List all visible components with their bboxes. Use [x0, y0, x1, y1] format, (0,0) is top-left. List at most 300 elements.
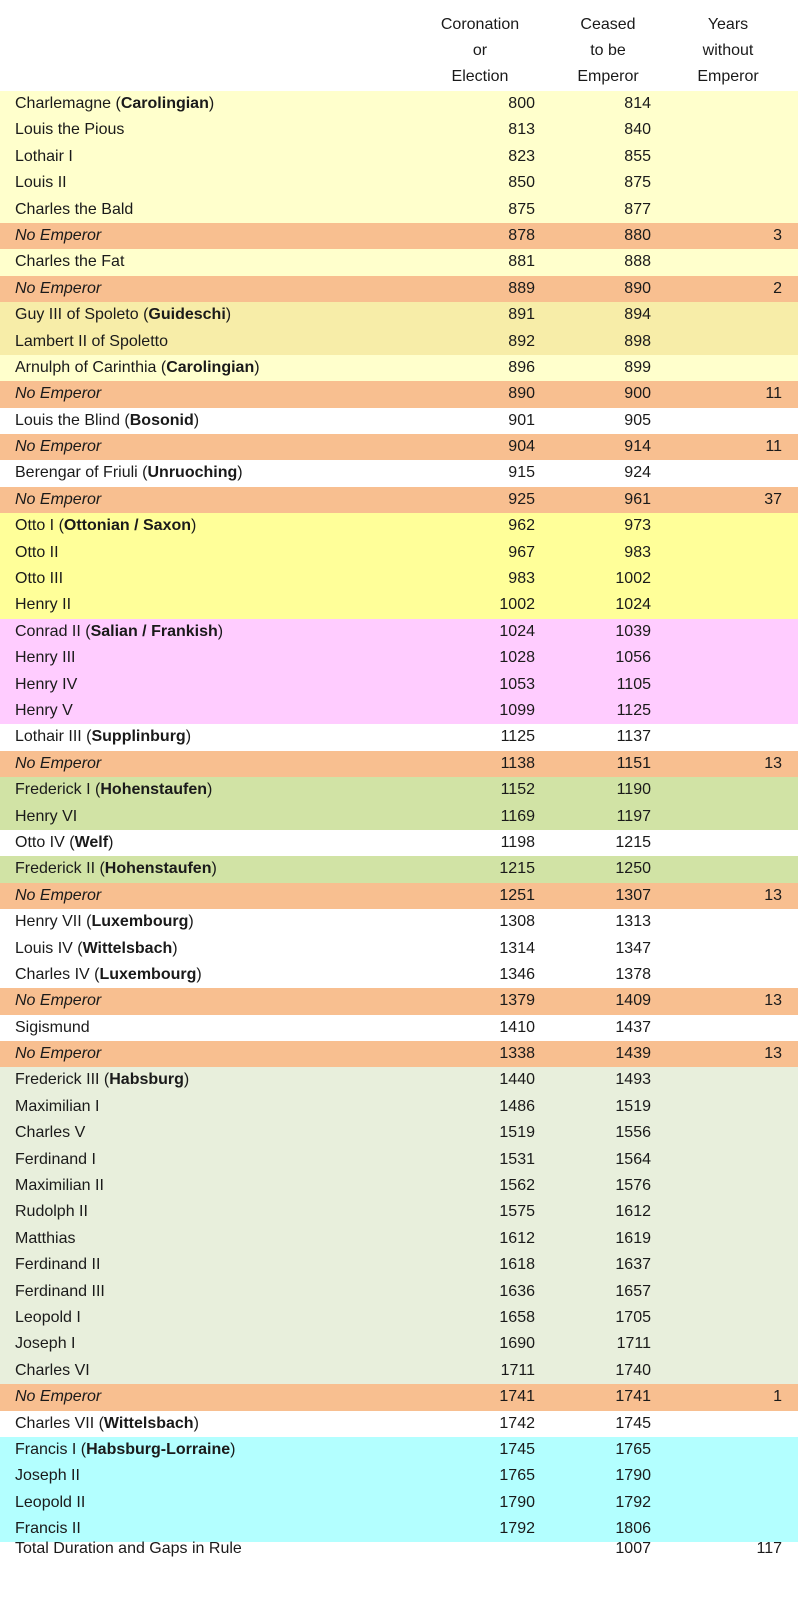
table-row: [0, 566, 798, 592]
emperor-name-text: No Emperor: [15, 886, 102, 904]
end-year: 1347: [615, 939, 651, 957]
emperor-name-text: Joseph I: [15, 1335, 76, 1353]
table-row: [0, 513, 798, 539]
emperor-name-text: Charles VII: [15, 1414, 95, 1432]
end-year: 973: [624, 517, 651, 535]
start-year: 1024: [499, 622, 535, 640]
start-year: 800: [508, 95, 535, 112]
emperor-name-text: No Emperor: [15, 1388, 102, 1406]
table-row: [0, 329, 798, 355]
emperor-name: Frederick I (Hohenstaufen): [15, 781, 213, 799]
dynasty-name: Welf: [74, 833, 109, 851]
emperor-name: [15, 988, 101, 1014]
emperor-name-text: Lambert II of Spoletto: [15, 332, 168, 350]
total-gaps: 117: [756, 1540, 782, 1557]
start-year: 1562: [499, 1177, 535, 1195]
emperor-name: Berengar of Friuli (Unruoching): [15, 464, 243, 482]
years-without: 13: [764, 754, 782, 772]
end-year: 1806: [615, 1520, 651, 1538]
end-year: 1792: [615, 1493, 651, 1511]
start-year: 1169: [500, 807, 535, 825]
end-year: 1215: [615, 833, 651, 851]
start-year: 1152: [500, 781, 535, 799]
end-year: 983: [624, 543, 651, 561]
emperor-name-text: No Emperor: [15, 279, 102, 297]
dynasty-name: Luxembourg: [99, 965, 197, 983]
table-row: [0, 249, 798, 275]
start-year: 1251: [499, 886, 535, 904]
emperor-name-text: Francis I: [15, 1440, 77, 1458]
emperor-name: [15, 1279, 105, 1305]
end-year: 1125: [616, 701, 651, 719]
emperor-name-text: Ferdinand II: [15, 1256, 101, 1274]
emperor-name: [15, 329, 168, 355]
emperor-name-text: Maximilian I: [15, 1097, 100, 1115]
end-year: 888: [624, 253, 651, 271]
emperor-name: Charlemagne (Carolingian): [15, 95, 215, 112]
table-row: [0, 619, 798, 645]
end-year: 924: [624, 464, 651, 482]
emperor-name: Frederick II (Hohenstaufen): [15, 860, 217, 878]
emperor-name-text: Otto II: [15, 543, 59, 561]
emperor-name-text: Lothair I: [15, 147, 73, 165]
table-row: [0, 856, 798, 882]
start-year: 1198: [500, 833, 535, 851]
end-year: 890: [624, 279, 651, 297]
start-year: 983: [508, 570, 535, 588]
years-without: 11: [765, 438, 782, 456]
dynasty-name: Carolingian: [120, 95, 209, 112]
dynasty-name: Unruoching: [147, 464, 238, 482]
table-row: [0, 408, 798, 434]
end-year: 1556: [615, 1124, 651, 1142]
header-line: Ceased: [580, 16, 636, 33]
table-row: [0, 1226, 798, 1252]
emperor-name-text: Louis the Blind: [15, 411, 120, 429]
start-year: 896: [508, 358, 535, 376]
table-row: [0, 1199, 798, 1225]
table-header: [0, 12, 802, 90]
start-year: 823: [508, 147, 535, 165]
years-without: 13: [764, 992, 782, 1010]
table-row: [0, 1331, 798, 1357]
emperor-name-text: Henry V: [15, 701, 73, 719]
table-row: [0, 1358, 798, 1384]
emperor-name: [15, 698, 73, 724]
emperor-name: [15, 1199, 88, 1225]
no-emperor-row: [0, 223, 798, 249]
emperor-name-text: Henry VII: [15, 913, 82, 931]
end-year: 1024: [615, 596, 651, 614]
emperor-name: [15, 1358, 90, 1384]
header-line: or: [472, 42, 488, 59]
total-duration: 1007: [615, 1540, 651, 1557]
no-emperor-row: [0, 276, 798, 302]
emperor-name: Frederick III (Habsburg): [15, 1071, 190, 1089]
emperor-name-text: Conrad II: [15, 622, 81, 640]
start-year: 890: [508, 385, 535, 403]
dynasty-name: Wittelsbach: [82, 939, 173, 957]
emperor-name-text: Maximilian II: [15, 1177, 104, 1195]
end-year: 1711: [616, 1335, 651, 1353]
table-row: [0, 460, 798, 486]
table-row: [0, 1411, 798, 1437]
emperor-name: Louis IV (Wittelsbach): [15, 939, 178, 957]
emperor-name-text: Ferdinand I: [15, 1150, 96, 1168]
emperor-name: [15, 566, 63, 592]
emperor-name: [15, 883, 101, 909]
header-coronation: [422, 12, 538, 90]
end-year: 1250: [615, 860, 651, 878]
end-year: 1151: [616, 754, 651, 772]
dynasty-name: Bosonid: [129, 411, 194, 429]
end-year: 1493: [615, 1071, 651, 1089]
emperor-name: [15, 1331, 75, 1357]
table-row: [0, 1094, 798, 1120]
end-year: 1378: [615, 965, 651, 983]
no-emperor-row: [0, 988, 798, 1014]
end-year: 1741: [615, 1388, 651, 1406]
end-year: 1105: [616, 675, 651, 693]
start-year: 1742: [499, 1414, 535, 1432]
emperor-name-text: No Emperor: [15, 1045, 102, 1063]
end-year: 875: [624, 174, 651, 192]
start-year: 1314: [499, 939, 535, 957]
emperor-name-text: No Emperor: [15, 438, 102, 456]
dynasty-name: Ottonian / Saxon: [63, 517, 192, 535]
end-year: 1519: [615, 1097, 651, 1115]
emperor-name: [15, 540, 59, 566]
table-row: [0, 1252, 798, 1278]
table-row: [0, 724, 798, 750]
no-emperor-row: [0, 381, 798, 407]
table-row: [0, 1490, 798, 1516]
emperor-name: Otto IV (Welf): [15, 833, 114, 851]
header-line: Emperor: [697, 68, 759, 85]
emperor-name-text: Charles the Fat: [15, 253, 125, 271]
end-year: 1705: [615, 1308, 651, 1326]
emperor-name-text: Lothair III: [15, 728, 82, 746]
end-year: 1740: [615, 1361, 651, 1379]
end-year: 1439: [615, 1045, 651, 1063]
end-year: 1564: [615, 1150, 651, 1168]
emperor-name-text: Henry VI: [15, 807, 78, 825]
start-year: 891: [508, 306, 535, 324]
emperor-name: Louis the Blind (Bosonid): [15, 411, 200, 429]
no-emperor-row: [0, 1041, 798, 1067]
emperor-name: [15, 381, 101, 407]
emperor-name: Francis I (Habsburg-Lorraine): [15, 1440, 236, 1458]
emperor-name-text: No Emperor: [15, 226, 102, 244]
header-line: to be: [590, 42, 626, 59]
end-year: 900: [624, 385, 651, 403]
years-without: 13: [764, 886, 782, 904]
start-year: 875: [508, 200, 535, 218]
emperor-name-text: Louis IV: [15, 939, 73, 957]
dynasty-name: Wittelsbach: [103, 1414, 194, 1432]
emperor-name: [15, 804, 77, 830]
table-row: [0, 672, 798, 698]
end-year: 1307: [615, 886, 651, 904]
dynasty-name: Hohenstaufen: [104, 860, 212, 878]
emperor-name-text: Henry III: [15, 649, 76, 667]
emperor-name: [15, 1094, 99, 1120]
emperor-name-text: No Emperor: [15, 992, 102, 1010]
emperor-name-text: Guy III of Spoleto: [15, 306, 139, 324]
start-year: 1519: [499, 1124, 535, 1142]
start-year: 1612: [499, 1229, 535, 1247]
end-year: 1002: [615, 570, 651, 588]
end-year: 961: [624, 490, 651, 508]
dynasty-name: Guideschi: [148, 306, 226, 324]
table-row: [0, 592, 798, 618]
end-year: 1576: [615, 1177, 651, 1195]
table-row: [0, 1173, 798, 1199]
emperor-name: [15, 1463, 80, 1489]
start-year: 915: [508, 464, 535, 482]
emperor-name-text: Otto I: [15, 517, 55, 535]
start-year: 1790: [499, 1493, 535, 1511]
emperor-name: [15, 223, 101, 249]
start-year: 1711: [500, 1361, 535, 1379]
emperor-name-text: Louis the Pious: [15, 121, 125, 139]
start-year: 1138: [500, 754, 535, 772]
dynasty-name: Hohenstaufen: [100, 781, 208, 799]
emperor-name: [15, 117, 124, 143]
years-without: 11: [765, 385, 782, 403]
table-row: [0, 1015, 798, 1041]
table-row: [0, 302, 798, 328]
emperor-name: Lothair III (Supplinburg): [15, 728, 192, 746]
start-year: 1745: [499, 1440, 535, 1458]
emperor-table: [0, 91, 802, 1542]
dynasty-name: Supplinburg: [91, 728, 186, 746]
table-row: [0, 936, 798, 962]
emperor-name-text: No Emperor: [15, 385, 102, 403]
end-year: 905: [624, 411, 651, 429]
emperor-name-text: No Emperor: [15, 490, 102, 508]
start-year: 1618: [499, 1256, 535, 1274]
start-year: 878: [508, 226, 535, 244]
years-without: 3: [773, 226, 782, 244]
emperor-name-text: Charles VI: [15, 1361, 90, 1379]
emperor-name: Guy III of Spoleto (Guideschi): [15, 306, 232, 324]
table-row: [0, 1463, 798, 1489]
end-year: 894: [624, 306, 651, 324]
start-year: 1575: [499, 1203, 535, 1221]
emperor-name: [15, 672, 77, 698]
end-year: 1313: [615, 913, 651, 931]
start-year: 1338: [499, 1045, 535, 1063]
emperor-name-text: Sigismund: [15, 1018, 90, 1036]
emperor-name-text: Joseph II: [15, 1467, 80, 1485]
emperor-name: [15, 751, 101, 777]
table-row: [0, 170, 798, 196]
start-year: 1379: [499, 992, 535, 1010]
start-year: 813: [508, 121, 535, 139]
table-row: [0, 1067, 798, 1093]
end-year: 1437: [615, 1018, 651, 1036]
end-year: 814: [624, 95, 651, 112]
header-line: without: [702, 42, 754, 59]
table-row: [0, 91, 798, 117]
start-year: 1765: [499, 1467, 535, 1485]
emperor-name: [15, 645, 75, 671]
emperor-name-text: Louis II: [15, 174, 67, 192]
emperor-name-text: Rudolph II: [15, 1203, 88, 1221]
start-year: 925: [508, 490, 535, 508]
header-ceased: [558, 12, 658, 90]
table-row: [0, 1147, 798, 1173]
years-without: 37: [764, 490, 782, 508]
emperor-name-text: Arnulph of Carinthia: [15, 358, 157, 376]
end-year: 1190: [616, 781, 651, 799]
emperor-name-text: Matthias: [15, 1229, 76, 1247]
emperor-name: Charles IV (Luxembourg): [15, 965, 202, 983]
dynasty-name: Carolingian: [166, 358, 255, 376]
table-row: [0, 540, 798, 566]
emperor-name-text: Charles the Bald: [15, 200, 134, 218]
end-year: 914: [624, 438, 651, 456]
start-year: 1636: [499, 1282, 535, 1300]
start-year: 889: [508, 279, 535, 297]
start-year: 962: [508, 517, 535, 535]
start-year: 850: [508, 174, 535, 192]
emperor-name: [15, 1015, 90, 1041]
emperor-name: [15, 1384, 101, 1410]
emperor-name: [15, 276, 101, 302]
emperor-name: [15, 249, 124, 275]
emperor-name-text: Otto III: [15, 570, 64, 588]
end-year: 1039: [615, 622, 651, 640]
end-year: 1409: [615, 992, 651, 1010]
end-year: 1612: [615, 1203, 651, 1221]
start-year: 1028: [499, 649, 535, 667]
end-year: 855: [624, 147, 651, 165]
end-year: 1790: [615, 1467, 651, 1485]
start-year: 881: [508, 253, 535, 271]
emperor-name: [15, 1120, 85, 1146]
dynasty-name: Luxembourg: [91, 913, 189, 931]
no-emperor-row: [0, 883, 798, 909]
emperor-name-text: Leopold I: [15, 1308, 81, 1326]
end-year: 1765: [615, 1440, 651, 1458]
table-row: [0, 698, 798, 724]
start-year: 1741: [499, 1388, 535, 1406]
emperor-name: [15, 1173, 104, 1199]
end-year: 898: [624, 332, 651, 350]
emperor-name: [15, 434, 101, 460]
header-line: Election: [451, 68, 509, 85]
table-row: [0, 355, 798, 381]
start-year: 967: [508, 543, 535, 561]
start-year: 1215: [499, 860, 535, 878]
header-line: Coronation: [440, 16, 520, 33]
emperor-name: Henry VII (Luxembourg): [15, 913, 194, 931]
emperor-name: [15, 1041, 101, 1067]
start-year: 1002: [499, 596, 535, 614]
table-row: [0, 962, 798, 988]
emperor-name-text: Berengar of Friuli: [15, 464, 138, 482]
emperor-name: [15, 1305, 81, 1331]
no-emperor-row: [0, 434, 798, 460]
table-row: [0, 117, 798, 143]
emperor-name: Arnulph of Carinthia (Carolingian): [15, 358, 260, 376]
table-row: [0, 1279, 798, 1305]
dynasty-name: Habsburg-Lorraine: [86, 1440, 231, 1458]
emperor-name-text: Henry II: [15, 596, 72, 614]
emperor-name-text: Otto IV: [15, 833, 65, 851]
start-year: 1410: [499, 1018, 535, 1036]
start-year: 904: [508, 438, 535, 456]
table-row: [0, 777, 798, 803]
table-row: [0, 197, 798, 223]
emperor-name-text: Leopold II: [15, 1493, 86, 1511]
emperor-name: [15, 197, 133, 223]
start-year: 1690: [499, 1335, 535, 1353]
no-emperor-row: [0, 1384, 798, 1410]
emperor-name-text: Ferdinand III: [15, 1282, 105, 1300]
end-year: 1197: [616, 807, 651, 825]
end-year: 840: [624, 121, 651, 139]
dynasty-name: Salian / Frankish: [90, 622, 218, 640]
emperor-name-text: Frederick I: [15, 781, 91, 799]
emperor-name-text: Frederick II: [15, 860, 96, 878]
header-years-without: [680, 12, 776, 90]
end-year: 899: [624, 358, 651, 376]
end-year: 1137: [616, 728, 651, 746]
start-year: 1486: [499, 1097, 535, 1115]
end-year: 880: [624, 226, 651, 244]
start-year: 1531: [499, 1150, 535, 1168]
emperor-name-text: Francis II: [15, 1520, 81, 1538]
end-year: 1637: [615, 1256, 651, 1274]
start-year: 1053: [499, 675, 535, 693]
header-line: Years: [707, 16, 749, 33]
emperor-name: [15, 1490, 85, 1516]
end-year: 1056: [615, 649, 651, 667]
emperor-name: [15, 1226, 75, 1252]
emperor-name-text: Charles IV: [15, 965, 90, 983]
table-row: [0, 645, 798, 671]
start-year: 901: [508, 411, 535, 429]
start-year: 1440: [499, 1071, 535, 1089]
years-without: 13: [764, 1045, 782, 1063]
table-row: [0, 909, 798, 935]
emperor-name: Conrad II (Salian / Frankish): [15, 622, 224, 640]
table-row: [0, 1120, 798, 1146]
emperor-name-text: Charlemagne: [15, 95, 112, 112]
emperor-name-text: No Emperor: [15, 754, 102, 772]
start-year: 1792: [499, 1520, 535, 1538]
start-year: 1125: [500, 728, 535, 746]
no-emperor-row: [0, 487, 798, 513]
end-year: 1657: [615, 1282, 651, 1300]
emperor-name: [15, 144, 73, 170]
start-year: 1658: [499, 1308, 535, 1326]
emperor-name: [15, 487, 101, 513]
start-year: 1308: [499, 913, 535, 931]
header-line: Emperor: [577, 68, 639, 85]
start-year: 1346: [499, 965, 535, 983]
emperor-name: Charles VII (Wittelsbach): [15, 1414, 199, 1432]
table-row: [0, 144, 798, 170]
end-year: 877: [624, 200, 651, 218]
total-label: Total Duration and Gaps in Rule: [15, 1540, 242, 1557]
emperor-name: [15, 170, 67, 196]
years-without: 1: [773, 1388, 782, 1406]
dynasty-name: Habsburg: [109, 1071, 184, 1089]
